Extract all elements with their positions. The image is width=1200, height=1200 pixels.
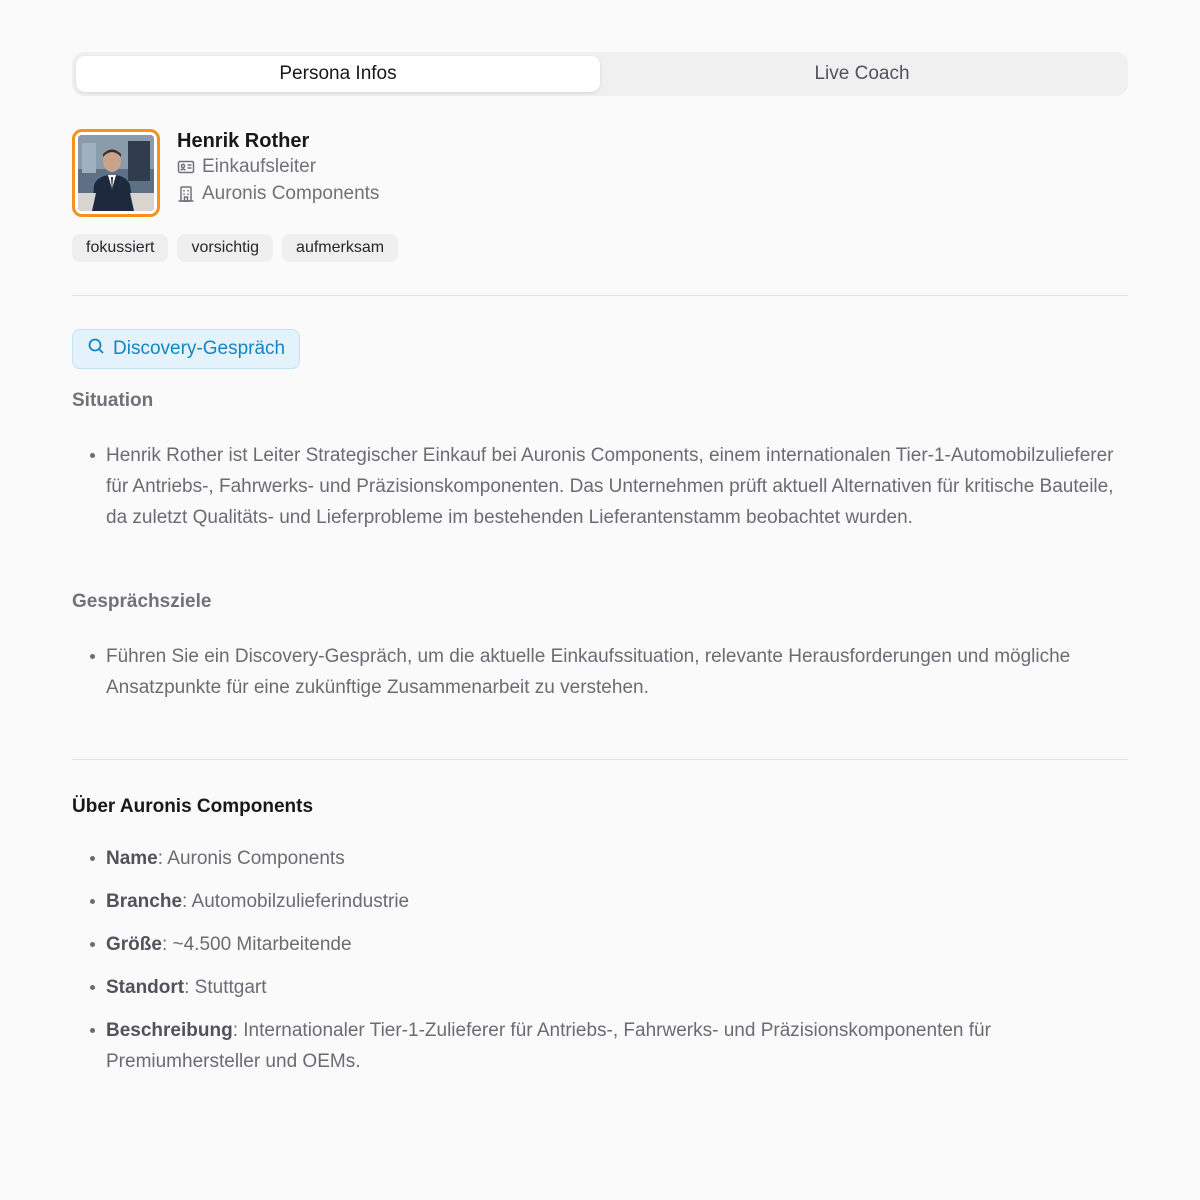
persona-photo (78, 135, 154, 211)
persona-company: Auronis Components (202, 183, 380, 204)
persona-role: Einkaufsleiter (202, 156, 317, 177)
goals-list (72, 641, 1128, 703)
fact-value: Automobilzulieferindustrie (191, 891, 410, 912)
company-fact-description (72, 1015, 1128, 1077)
company-fact-size (72, 929, 1128, 960)
company-facts-list (72, 843, 1128, 1089)
persona-company-row (177, 183, 379, 205)
fact-separator: : (161, 934, 173, 955)
company-fact-location (72, 972, 1128, 1003)
fact-separator: : (184, 977, 195, 998)
company-heading: Über Auronis Components (72, 796, 314, 817)
tab-live-coach[interactable]: Live Coach (814, 63, 910, 84)
tab-bar (72, 52, 1128, 96)
trait-tag: vorsichtig (177, 234, 273, 262)
fact-value: Stuttgart (194, 977, 267, 998)
list-item: Führen Sie ein Discovery-Gespräch, um die aktuelle Einkaufssituation, relevante Herausforderungen und mögliche Ansatzpunkte für eine zukünftige Zusammenarbeit zu verstehen. (72, 641, 1128, 703)
fact-key: Standort (106, 977, 185, 998)
fact-key: Größe (106, 934, 162, 955)
persona-name: Henrik Rother (177, 130, 310, 152)
fact-separator: : (182, 891, 192, 912)
trait-tag: aufmerksam (282, 234, 398, 262)
search-icon (87, 337, 105, 361)
fact-value: Auronis Components (167, 848, 345, 869)
scenario-badge-label: Discovery-Gespräch (113, 338, 286, 359)
goals-heading: Gesprächsziele (72, 591, 212, 612)
company-fact-industry (72, 886, 1128, 917)
scenario-badge (72, 329, 300, 369)
trait-tags (72, 234, 398, 262)
situation-list (72, 440, 1128, 533)
list-item: Henrik Rother ist Leiter Strategischer Einkauf bei Auronis Components, einem internationalen Tier-1-Automobilzulieferer für Antriebs-, Fahrwerks- und Präzisionskomponenten. Das Unternehmen prüft aktuell Alternativen für kritische Bauteile, da zuletzt Qualitäts- und Lieferprobleme im bestehenden Lieferantenstamm beobachtet wurden. (72, 440, 1128, 533)
fact-separator: : (157, 848, 168, 869)
id-card-icon (177, 158, 195, 176)
divider (72, 759, 1128, 760)
company-fact-name (72, 843, 1128, 874)
persona-role-row (177, 156, 316, 178)
building-icon (177, 185, 195, 203)
fact-key: Beschreibung (106, 1020, 233, 1041)
tab-persona-infos[interactable]: Persona Infos (76, 56, 600, 92)
fact-value: ~4.500 Mitarbeitende (172, 934, 352, 955)
trait-tag: fokussiert (72, 234, 168, 262)
fact-key: Name (106, 848, 158, 869)
fact-value: Internationaler Tier-1-Zulieferer für Antriebs-, Fahrwerks- und Präzisionskomponenten für Premiumhersteller und OEMs. (106, 1020, 991, 1072)
fact-key: Branche (106, 891, 183, 912)
divider (72, 295, 1128, 296)
avatar (72, 129, 160, 217)
situation-heading: Situation (72, 390, 154, 411)
fact-separator: : (232, 1020, 244, 1041)
